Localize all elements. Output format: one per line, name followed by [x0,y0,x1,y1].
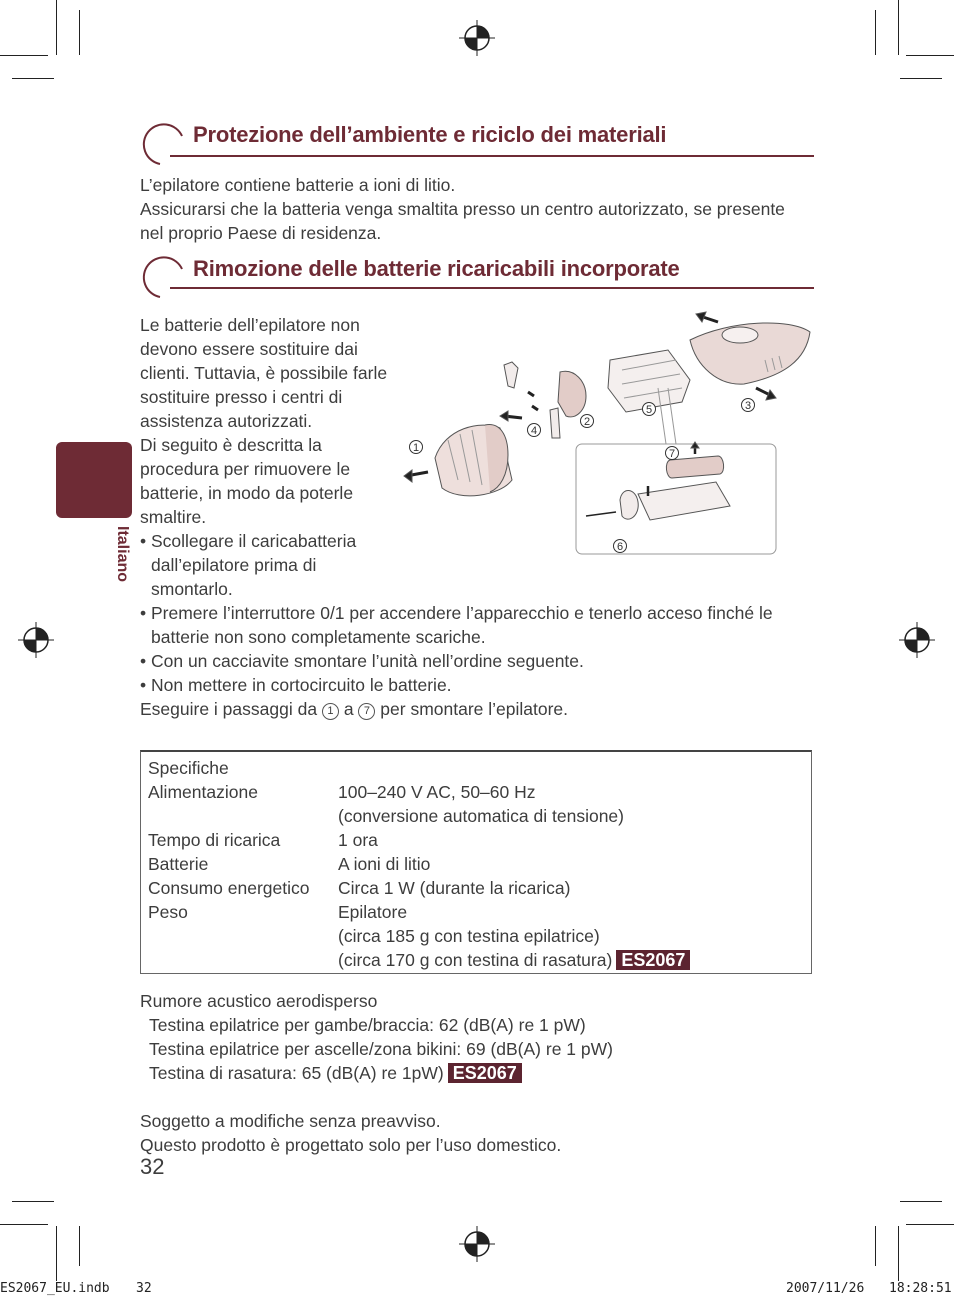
page-number: 32 [140,1154,165,1179]
bullet-continuation: dall’epilatore prima di [151,555,317,575]
noise-line: Testina di rasatura: 65 (dB(A) re 1pW) [149,1063,444,1083]
bullet-line: • Non mettere in cortocircuito le batterie. [140,675,452,695]
spec-value: Epilatore [338,902,408,922]
noise-title: Rumore acustico aerodisperso [140,991,378,1011]
spec-label: Tempo di ricarica [148,830,281,850]
text-line: procedura per rimuovere le [140,459,351,479]
text-line: devono essere sostituire dai [140,339,358,359]
noise-line-with-badge [140,1061,613,1085]
crop-mark [0,55,48,56]
registration-mark-icon [459,20,495,56]
spec-value-with-badge [338,948,690,972]
spec-label: Consumo energetico [148,878,310,898]
bullet-line: • Con un cacciavite smontare l’unità nell’ordine seguente. [140,651,584,671]
steps-prefix: Eseguire i passaggi da [140,699,318,719]
disassembly-diagram [400,310,815,560]
crop-mark [79,1226,80,1266]
language-tab [56,442,132,518]
spec-value: Circa 1 W (durante la ricarica) [338,878,571,898]
spec-label: Peso [148,902,188,922]
text-line: Le batterie dell’epilatore non [140,315,360,335]
closing-line: Questo prodotto è progettato solo per l’uso domestico. [140,1135,562,1155]
crop-mark [898,0,899,55]
diagram-label: 2 [583,416,591,428]
section-title-environment: Protezione dell’ambiente e riciclo dei materiali [193,122,667,147]
closing-notes [140,1109,561,1157]
spec-value: (conversione automatica di tensione) [338,806,624,826]
noise-line: Testina epilatrice per gambe/braccia: 62 (dB(A) re 1 pW) [149,1015,586,1035]
spec-value: (circa 185 g con testina epilatrice) [338,926,600,946]
model-badge: ES2067 [616,950,690,970]
diagram-label: 4 [530,425,538,437]
diagram-label: 5 [645,404,653,416]
crop-mark [12,78,54,79]
crop-mark [900,78,942,79]
text-line: batterie, in modo da poterle [140,483,354,503]
noise-section [140,989,613,1085]
footer-time: 18:28:51 [889,1281,952,1296]
crop-mark [875,10,876,55]
text-line: Di seguito è descritta la [140,435,322,455]
bullet-continuation: batterie non sono completamente scariche. [151,627,486,647]
crop-mark [906,55,954,56]
model-badge: ES2067 [448,1063,522,1083]
registration-mark-icon [459,1226,495,1262]
registration-mark-icon [18,622,54,658]
bullet-line: • Premere l’interruttore 0/1 per accendere l’apparecchio e tenerlo acceso finché le [140,603,773,623]
text-line: clienti. Tuttavia, è possibile farle [140,363,388,383]
section-title-battery-removal: Rimozione delle batterie ricaricabili incorporate [193,256,680,281]
spec-header: Specifiche [148,758,229,778]
step-number: 7 [358,703,375,720]
diagram-label: 7 [668,448,676,460]
bullet-continuation: smontarlo. [151,579,233,599]
spec-value: 1 ora [338,830,378,850]
crop-mark [0,1224,48,1225]
closing-line: Soggetto a modifiche senza preavviso. [140,1111,441,1131]
crop-mark [875,1226,876,1266]
diagram-label: 1 [412,442,420,454]
crop-mark [898,1226,899,1281]
crop-mark [56,1226,57,1281]
text-line: assistenza autorizzati. [140,411,313,431]
crop-mark [900,1201,942,1202]
text-line: smaltire. [140,507,207,527]
spec-value: A ioni di litio [338,854,431,874]
language-tab-label: Italiano [114,526,131,583]
diagram-label: 6 [616,541,624,553]
footer-date: 2007/11/26 [786,1281,865,1296]
crop-mark [56,0,57,55]
crop-mark [12,1201,54,1202]
step-number: 1 [322,703,339,720]
spec-value: 100–240 V AC, 50–60 Hz [338,782,536,802]
spec-label: Alimentazione [148,782,258,802]
section-rule [170,155,814,157]
registration-mark-icon [899,622,935,658]
footer-file: ES2067_EU.indb [0,1281,110,1296]
section1-body [140,173,785,245]
spec-label: Batterie [148,854,209,874]
crop-mark [906,1224,954,1225]
text-line: L’epilatore contiene batterie a ioni di litio. [140,175,456,195]
text-line: sostituire presso i centri di [140,387,343,407]
diagram-label: 3 [744,400,752,412]
steps-suffix: per smontare l’epilatore. [380,699,569,719]
crop-mark [79,10,80,55]
section-rule [170,287,814,289]
text-line: nel proprio Paese di residenza. [140,223,382,243]
heading-bracket-icon [138,120,188,168]
steps-mid: a [343,699,354,719]
footer-page: 32 [136,1281,152,1296]
gear-plate-part [558,371,586,417]
bullet-line: • Scollegare il caricabatteria [140,531,357,551]
spec-value: (circa 170 g con testina di rasatura) [338,950,613,970]
text-line: Assicurarsi che la batteria venga smaltita presso un centro autorizzato, se presente [140,199,785,219]
heading-bracket-icon [138,253,188,301]
noise-line: Testina epilatrice per ascelle/zona bikini: 69 (dB(A) re 1 pW) [149,1039,613,1059]
steps-line [140,697,773,721]
